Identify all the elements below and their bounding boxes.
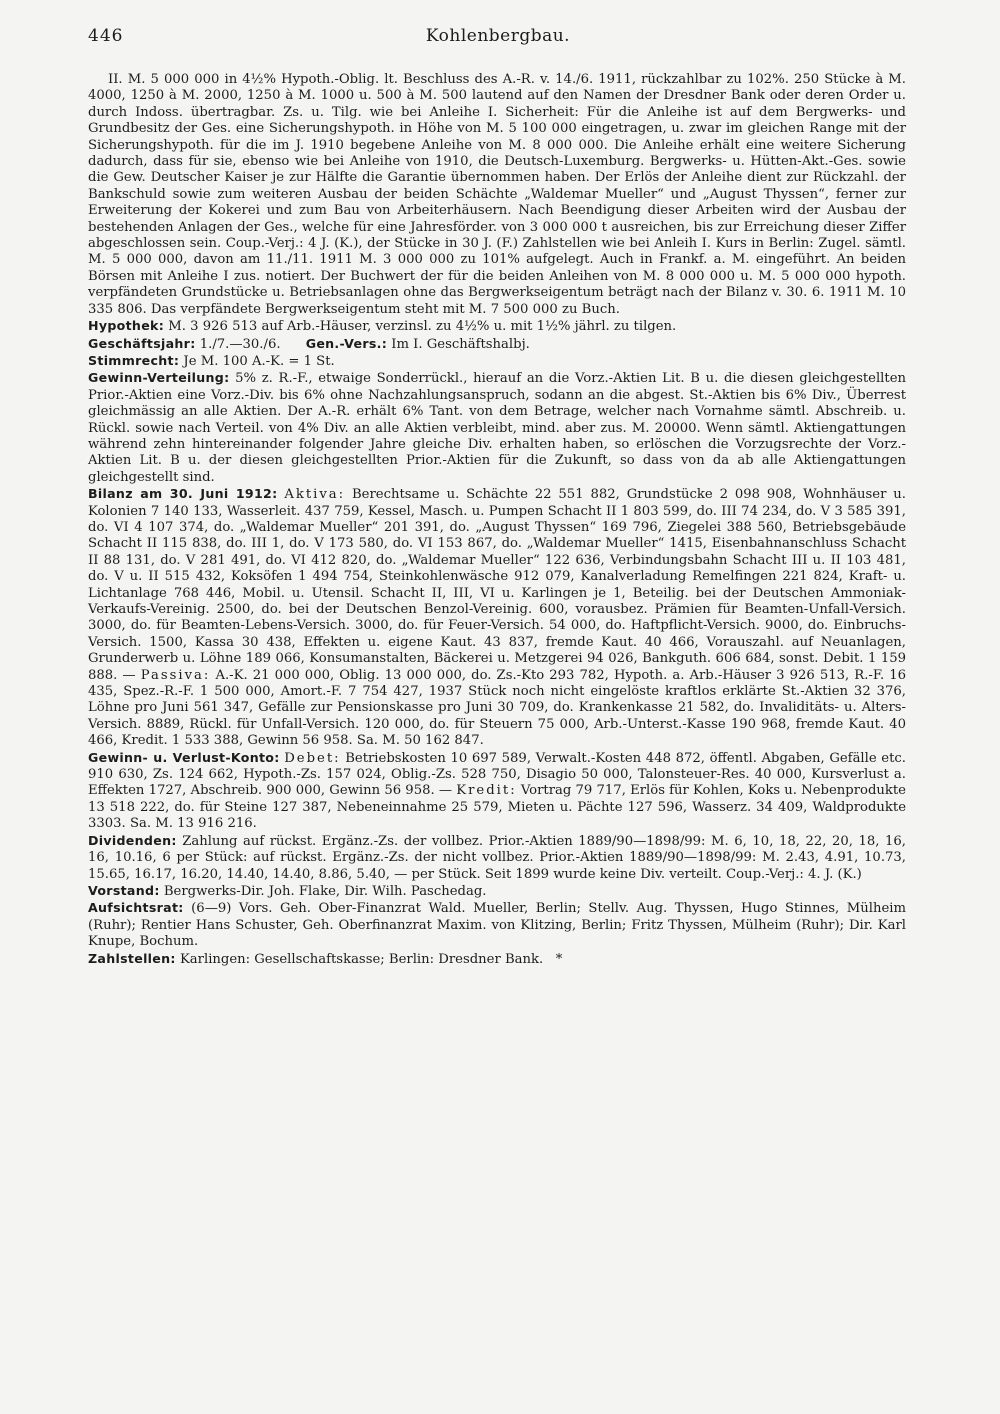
aktiva-label: Aktiva: (284, 487, 346, 503)
geschaeftsjahr-label: Geschäftsjahr: (88, 335, 196, 351)
kredit-label: Kredit: (456, 783, 517, 799)
vorstand-label: Vorstand: (88, 882, 160, 898)
hypothek-paragraph (88, 318, 906, 335)
kredit-text: Vortrag 79 717, Erlös für Kohlen, Koks u. Nebenprodukte 13 518 222, do. für Steine 127 387, Nebeneinnahme 25 579, Mieten u. Pächte 127 596, Wasserz. 34 409, Waldprodukte 3303. Sa. M. 13 916 216. (88, 783, 906, 832)
running-title: Kohlenbergbau. (425, 26, 571, 46)
passiva-label: Passiva: (140, 667, 211, 683)
guv-label: Gewinn- u. Verlust-Konto: (88, 749, 280, 765)
bilanz-paragraph (88, 486, 906, 750)
aufsichtsrat-label: Aufsichtsrat: (88, 900, 184, 916)
guv-paragraph (88, 750, 906, 833)
gen-vers-text: Im I. Geschäftshalbj. (391, 336, 530, 352)
aufsichtsrat-text: (6—9) Vors. Geh. Ober-Finanzrat Wald. Mueller, Berlin; Stellv. Aug. Thyssen, Hugo Stinnes, Mülheim (Ruhr); Rentier Hans Schuster, Geh. Oberfinanzrat Maxim. von Klitzing, Berlin; Fritz Thyssen, Mülheim (Ruhr); Dir. Karl Knupe, Bochum. (88, 901, 906, 950)
debet-text: Betriebskosten 10 697 589, Verwalt.-Kosten 448 872, öffentl. Abgaben, Gefälle etc. 910 630, Zs. 124 662, Hypoth.-Zs. 157 024, Oblig.-Zs. 528 750, Disagio 50 000, Talonsteuer-Res. 40 000, Kursverlust a. Effekten 1727, Abschreib. 900 000, Gewinn 56 958. — (88, 750, 906, 799)
anleihe-paragraph: II. M. 5 000 000 in 4½% Hypoth.-Oblig. lt. Beschluss des A.-R. v. 14./6. 1911, rückzahlbar zu 102%. 250 Stücke à M. 4000, 1250 à M. 2000, 1250 à M. 1000 u. 500 à M. 500 lautend auf den Namen der Dresdner Bank oder deren Order u. durch Indoss. übertragbar. Zs. u. Tilg. wie bei Anleihe I. Sicherheit: Für die Anleihe ist auf dem Bergwerks- und Grundbesitz der Ges. eine Sicherungshypoth. in Höhe von M. 5 100 000 eingetragen, u. zwar im gleichen Range mit der Sicherungshypoth. für die im J. 1910 begebene Anleihe von M. 8 000 000. Die Anleihe erhält eine weitere Sicherung dadurch, dass für sie, ebenso wie bei Anleihe von 1910, die Deutsch-Luxemburg. Bergwerks- u. Hütten-Akt.-Ges. sowie die Gew. Deutscher Kaiser je zur Hälfte die Garantie übernommen haben. Der Erlös der Anleihe dient zur Rückzahl. der Bankschuld sowie zum weiteren Ausbau der beiden Schächte „Waldemar Mueller“ und „August Thyssen“, ferner zur Erweiterung der Kokerei und zum Bau von Arbeiterhäusern. Nach Beendigung dieser Arbeiten wird der Ausbau der bestehenden Anlagen der Ges., welche für eine Jahresförder. von 3 000 000 t ausreichen, bis zur Erreichung dieser Ziffer abgeschlossen sein. Coup.-Verj.: 4 J. (K.), der Stücke in 30 J. (F.) Zahlstellen wie bei Anleih I. Kurs in Berlin: Zugel. sämtl. M. 5 000 000, davon am 11./11. 1911 M. 3 000 000 zu 101% aufgelegt. Auch in Frankf. a. M. eingeführt. An beiden Börsen mit Anleihe I zus. notiert. Der Buchwert der für die beiden Anleihen von M. 8 000 000 u. M. 5 000 000 hypoth. verpfändeten Grundstücke u. Betriebsanlagen ohne das Bergwerkseigentum beträgt nach der Bilanz v. 30. 6. 1911 M. 10 335 806. Das verpfändete Bergwerkseigentum steht mit M. 7 500 000 zu Buch. (88, 72, 906, 317)
vorstand-paragraph (88, 883, 906, 900)
aufsichtsrat-paragraph (88, 900, 906, 950)
gewinnverteilung-label: Gewinn-Verteilung: (88, 370, 230, 386)
dividenden-paragraph (88, 833, 906, 883)
zahlstellen-label: Zahlstellen: (88, 950, 176, 966)
bilanz-label: Bilanz am 30. Juni 1912: (88, 486, 278, 502)
stimmrecht-label: Stimmrecht: (88, 352, 180, 368)
dividenden-label: Dividenden: (88, 832, 177, 848)
dividenden-text: Zahlung auf rückst. Ergänz.-Zs. der vollbez. Prior.-Aktien 1889/90—1898/99: M. 6, 10, 18, 22, 20, 18, 16, 16, 10.16, 6 per Stück: auf rückst. Ergänz.-Zs. der nicht vollbez. Prior.-Aktien 1889/90—1898/99: M. 2.43, 4.91, 10.73, 15.65, 16.17, 16.20, 14.40, 14.40, 8.86, 5.40, — per Stück. Seit 1899 wurde keine Div. verteilt. Coup.-Verj.: 4. J. (K.) (88, 833, 906, 882)
vorstand-text: Bergwerks-Dir. Joh. Flake, Dir. Wilh. Paschedag. (163, 883, 487, 899)
page-header (88, 26, 908, 50)
passiva-text: A.-K. 21 000 000, Oblig. 13 000 000, do. Zs.-Kto 293 782, Hypoth. a. Arb.-Häuser 3 926 513, R.-F. 16 435, Spez.-R.-F. 1 500 000, Amort.-F. 7 754 427, 1937 Stück noch nicht eingelöste kraftlos erklärte St.-Aktien 32 376, Löhne pro Juni 561 347, Gefälle zur Pensionskasse pro Juni 30 709, do. Krankenkasse 21 582, do. Invaliditäts- u. Alters-Versich. 8889, Rückl. für Unfall-Versich. 120 000, do. für Steuern 75 000, Arb.-Unterst.-Kasse 190 968, fremde Kaut. 40 466, Kredit. 1 533 388, Gewinn 56 958. Sa. M. 50 162 847. (88, 667, 906, 749)
gen-vers-label: Gen.-Vers.: (305, 335, 388, 351)
stimmrecht-text: Je M. 100 A.-K. = 1 St. (183, 353, 335, 369)
zahlstellen-paragraph (88, 951, 906, 968)
stimmrecht-paragraph (88, 353, 906, 370)
gewinnverteilung-text: 5% z. R.-F., etwaige Sonderrückl., hierauf an die Vorz.-Aktien Lit. B u. die diesen gleichgestellten Prior.-Aktien eine Vorz.-Div. bis 6% ohne Nachzahlungsanspruch, sodann an die abgest. St.-Aktien bis 6% Div., Überrest gleichmässig an alle Aktien. Der A.-R. erhält 6% Tant. von dem Betrage, welcher nach Vornahme sämtl. Abschreib. u. Rückl. sowie nach Verteil. von 4% Div. an alle Aktien verbleibt, mind. aber zus. M. 20000. Wenn sämtl. Aktiengattungen während zehn hintereinander folgender Jahre gleiche Div. erhalten haben, so erlöschen die Vorzugsrechte der Vorz.-Aktien Lit. B u. der diesen gleichgestellten Prior.-Aktien für die Zukunft, so dass von da ab alle Aktiengattungen gleichgestellt sind. (88, 371, 906, 485)
hypothek-text: M. 3 926 513 auf Arb.-Häuser, verzinsl. zu 4½% u. mit 1½% jährl. zu tilgen. (168, 319, 677, 335)
geschaeftsjahr-text: 1./7.—30./6. (199, 336, 281, 352)
body-text (88, 72, 906, 968)
hypothek-label: Hypothek: (88, 318, 165, 334)
debet-label: Debet: (284, 750, 341, 766)
gewinnverteilung-paragraph (88, 370, 906, 486)
geschaeftsjahr-paragraph (88, 336, 906, 353)
page-number: 446 (88, 26, 124, 46)
end-mark: * (555, 951, 563, 967)
zahlstellen-text: Karlingen: Gesellschaftskasse; Berlin: Dresdner Bank. (179, 951, 544, 967)
aktiva-text: Berechtsame u. Schächte 22 551 882, Grundstücke 2 098 908, Wohnhäuser u. Kolonien 7 140 133, Wasserleit. 437 759, Kessel, Masch. u. Pumpen Schacht II 1 803 599, do. III 74 234, do. V 3 585 391, do. VI 4 107 374, do. „Waldemar Mueller“ 201 391, do. „August Thyssen“ 169 796, Ziegelei 388 560, Betriebsgebäude Schacht II 115 838, do. III 1, do. V 173 580, do. VI 153 867, do. „Waldemar Mueller“ 1415, Eisenbahnanschluss Schacht II 88 131, do. V 281 491, do. VI 412 820, do. „Waldemar Mueller“ 122 636, Verbindungsbahn Schacht III u. II 103 481, do. V u. II 515 432, Koksöfen 1 494 754, Steinkohlenwäsche 912 079, Kanalverladung Remelfingen 221 824, Kraft- u. Lichtanlage 768 446, Mobil. u. Utensil. Schacht II, III, VI u. Karlingen je 1, Beteilig. bei der Deutschen Ammoniak-Verkaufs-Vereinig. 2500, do. bei der Deutschen Benzol-Vereinig. 600, vorausbez. Prämien für Beamten-Unfall-Versich. 3000, do. für Beamten-Lebens-Versich. 3000, do. für Feuer-Versich. 54 000, do. Haftpflicht-Versich. 9000, do. Einbruchs-Versich. 1500, Kassa 30 438, Effekten u. eigene Kaut. 43 837, fremde Kaut. 40 466, Vorauszahl. auf Neuanlagen, Grunderwerb u. Löhne 189 066, Konsumanstalten, Bäckerei u. Metzgerei 94 026, Bankguth. 606 684, sonst. Debit. 1 159 888. — (88, 487, 906, 683)
